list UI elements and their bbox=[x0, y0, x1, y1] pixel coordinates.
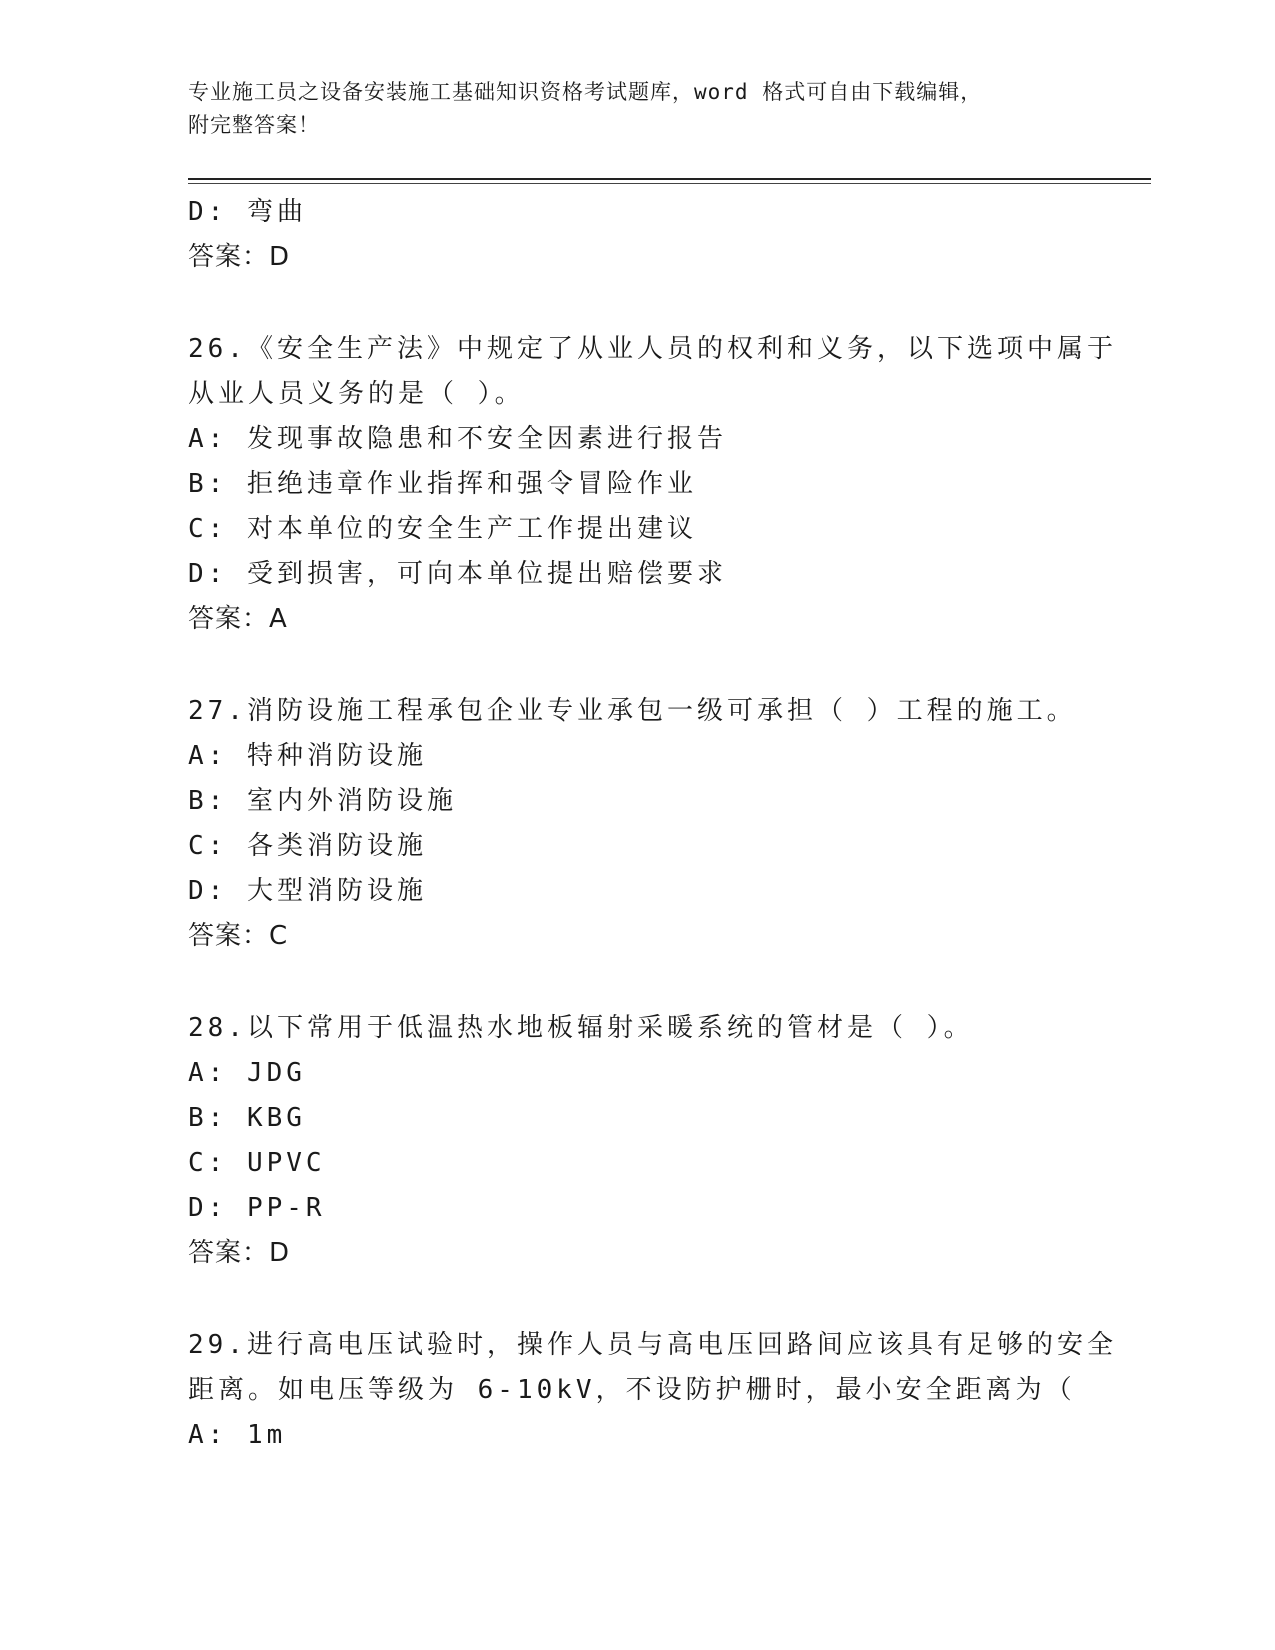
spacer bbox=[188, 959, 1148, 1006]
header-divider-thin bbox=[188, 183, 1151, 184]
option-a: A: JDG bbox=[188, 1058, 306, 1088]
option-a: A: 特种消防设施 bbox=[188, 741, 427, 771]
header-divider-thick bbox=[188, 178, 1151, 180]
option-d: D: 受到损害，可向本单位提出赔偿要求 bbox=[188, 559, 727, 589]
header-line-1: 专业施工员之设备安装施工基础知识资格考试题库，word 格式可自由下载编辑， bbox=[188, 80, 983, 104]
question-stem: 从业人员义务的是（ ）。 bbox=[188, 379, 525, 409]
option-c: C: 对本单位的安全生产工作提出建议 bbox=[188, 514, 697, 544]
option-b: B: 室内外消防设施 bbox=[188, 786, 457, 816]
option-b: B: KBG bbox=[188, 1103, 306, 1133]
option-d: D: PP-R bbox=[188, 1193, 326, 1223]
answer: 答案：D bbox=[188, 1238, 291, 1268]
option-c: C: UPVC bbox=[188, 1148, 326, 1178]
question-stem: 29.进行高电压试验时，操作人员与高电压回路间应该具有足够的安全 bbox=[188, 1330, 1117, 1360]
question-stem: 28.以下常用于低温热水地板辐射采暖系统的管材是（ ）。 bbox=[188, 1013, 974, 1043]
question-stem: 26.《安全生产法》中规定了从业人员的权利和义务，以下选项中属于 bbox=[188, 334, 1117, 364]
question-27 bbox=[188, 689, 1148, 959]
question-25-tail bbox=[188, 190, 1148, 280]
question-26 bbox=[188, 327, 1148, 642]
option-d: D: 弯曲 bbox=[188, 197, 307, 227]
question-28 bbox=[188, 1006, 1148, 1276]
spacer bbox=[188, 642, 1148, 689]
header-line-2: 附完整答案！ bbox=[188, 113, 320, 137]
answer: 答案：A bbox=[188, 604, 288, 634]
question-stem: 距离。如电压等级为 6-10kV，不设防护栅时，最小安全距离为（ bbox=[188, 1375, 1076, 1405]
answer: 答案：C bbox=[188, 921, 289, 951]
spacer bbox=[188, 280, 1148, 327]
option-b: B: 拒绝违章作业指挥和强令冒险作业 bbox=[188, 469, 697, 499]
option-a: A: 1m bbox=[188, 1420, 287, 1450]
option-c: C: 各类消防设施 bbox=[188, 831, 427, 861]
option-d: D: 大型消防设施 bbox=[188, 876, 427, 906]
question-29 bbox=[188, 1323, 1148, 1458]
document-header bbox=[188, 76, 1088, 142]
question-list bbox=[188, 190, 1148, 1458]
answer: 答案：D bbox=[188, 242, 291, 272]
option-a: A: 发现事故隐患和不安全因素进行报告 bbox=[188, 424, 727, 454]
spacer bbox=[188, 1276, 1148, 1323]
question-stem: 27.消防设施工程承包企业专业承包一级可承担（ ）工程的施工。 bbox=[188, 696, 1077, 726]
